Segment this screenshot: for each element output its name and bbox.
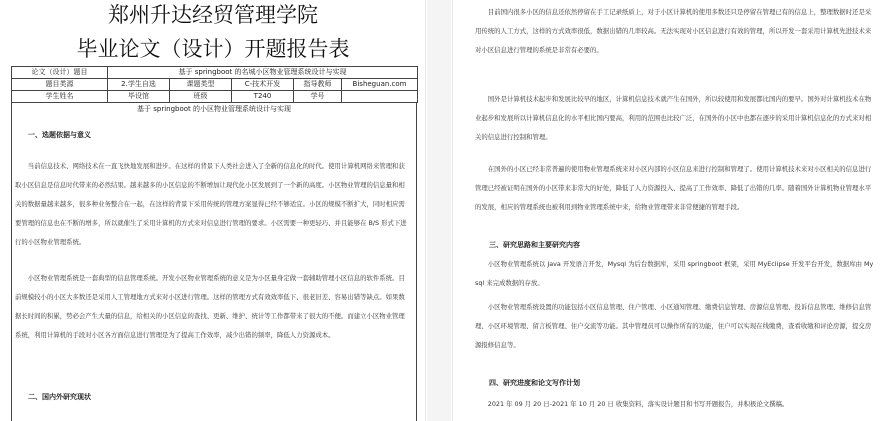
class-value: T240 bbox=[232, 91, 294, 103]
right-page bbox=[452, 0, 888, 421]
right-paragraph-6: 2021 年 09 月 20 日-2021 年 10 月 20 日 收集资料，落实设计题目和书写开题报告，并积极论文撰稿。 bbox=[487, 400, 789, 408]
page-gutter bbox=[427, 0, 451, 421]
student-id-label: 学号 bbox=[294, 91, 342, 103]
thesis-title-value: 基于 springboot 的名城小区物业管理系统设计与实现 bbox=[108, 67, 418, 79]
thesis-title-label: 论文（设计）题目 bbox=[12, 67, 108, 79]
section-3-heading: 三、研究思路和主要研究内容 bbox=[489, 241, 580, 249]
type-value: C-技术开发 bbox=[232, 79, 294, 91]
info-table bbox=[11, 66, 418, 103]
info-row-student bbox=[12, 91, 418, 103]
info-row-title bbox=[12, 67, 418, 79]
student-name-label: 学生姓名 bbox=[12, 91, 108, 103]
section-1-paragraph-1: 当前信息技术、网络技术在一直飞快地发展和进步。在这样的背景下人类社会进入了全新的信息化的时代。使用计算机网络来管理和获取小区信息是信息时代带来的必然结果。越来越多的小区信息的不断增加让现代化小区发展到了一个新的高度。小区物业管理的信息量和相关的数据量越来越多，很多种业务整合在一起，在这样的背景下采用传统的管理方案显得已经不够适宜。小区的规模不断扩大，同时相应需要管理的信息也在不断的增多，所以就催生了采用计算机的方式来对信息进行管理的要求。小区需要一种更轻巧、并且能够在 B/S 形式下进行的小区物业管理系统。 bbox=[15, 162, 407, 246]
school-name: 郑州升达经贸管理学院 bbox=[108, 3, 318, 27]
student-id-value bbox=[342, 91, 418, 103]
source-value: 2.学生自选 bbox=[108, 79, 170, 91]
section-1-heading: 一、选题依据与意义 bbox=[28, 131, 91, 139]
advisor-value: Bisheguan.com bbox=[342, 79, 418, 91]
info-row-source bbox=[12, 79, 418, 91]
right-paragraph-2: 国外是计算机技术起步和发展比较早的地区，计算机信息技术就产生在国外，所以较使用和发展都比国内的要早。国外对计算机技术在物业起步和发展所以计算机信息化的水平相比国内要高，利用的范围也比较广泛，在国外的小区中也都在逐步的采用计算机信息化的方式来对相关的信息进行控制和管理。 bbox=[475, 95, 872, 141]
content-box bbox=[11, 102, 417, 421]
student-name-value: 毕设馆 bbox=[108, 91, 170, 103]
right-paragraph-4: 小区物业管理系统以 Java 开发语言开发，Mysql 为后台数据库，采用 springboot 框架，采用 MyEclipse 开发平台开发，数据库由 Mysql 来完成数据的存放。 bbox=[475, 260, 874, 287]
left-page bbox=[0, 0, 426, 421]
right-paragraph-1: 目前国内很多小区的信息还依然停留在手工记录纸质上，对于小区计算机的使用多数还只是停留在管理已有的信息上，整理数据时还是采用传统的人工方式，这样的方式效率很低，数据出错的几率较高。无法实现对小区信息进行有效的管理，所以开发一套采用计算机先进技术来对小区信息进行管理的系统是非常有必要的。 bbox=[475, 8, 872, 54]
advisor-label: 指导教师 bbox=[294, 79, 342, 91]
section-4-heading: 四、研究进度和论文写作计划 bbox=[489, 379, 580, 387]
section-1-paragraph-2: 小区物业管理系统是一套典型的信息管理系统。开发小区物业管理系统的意义是为小区量身定做一套辅助管理小区信息的软件系统。目前规模较小的小区大多数还是采用人工管理地方式来对小区进行管理。这样的管理方式有效效率低下、很老旧差、容易出错等缺点。如果数据长时间的积累，势必会产生大量的信息，给相关的小区信息的查找、更新、维护、统计等工作都带来了很大的不便。而建立小区物业管理系统，利用计算机的手段对小区各方面信息进行管理是为了提高工作效率，减少出错的频率，降低人力资源成本。 bbox=[15, 274, 405, 339]
type-label: 课题类型 bbox=[170, 79, 232, 91]
source-label: 题目类源 bbox=[12, 79, 108, 91]
right-paragraph-3: 在国外的小区已经非常普遍的使用物业管理系统来对小区内部的小区信息来进行控制和管理了。使用计算机技术来对小区相关的信息进行管理已经被证明在国外的小区带来非常大的好处，降低了人力资源投入、提高了工作效率、降低了出错的几率。随着国外计算机物业管理水平的发展，相应的管理系统也被利用到物业管理系统中来，给物业管理带来非常便捷的管理手段。 bbox=[475, 165, 872, 211]
class-label: 班级 bbox=[170, 91, 232, 103]
section-2-heading: 二、国内外研究现状 bbox=[28, 393, 91, 401]
document-title: 毕业论文（设计）开题报告表 bbox=[76, 37, 350, 61]
right-paragraph-5: 小区物业管理系统设置的功能包括小区信息管理、住户管理、小区通知管理、缴费信息管理、房源信息管理、投诉信息管理、维修信息管理、小区环境管理、留言板管理、住户交流等功能。其中管理员可以操作所有的功能，住户可以实现在线缴费，查看收缴和评论房源，提交房源报修信息等。 bbox=[475, 303, 872, 349]
content-subtitle: 基于 springboot 的小区物业管理系统设计与实现 bbox=[137, 105, 291, 113]
